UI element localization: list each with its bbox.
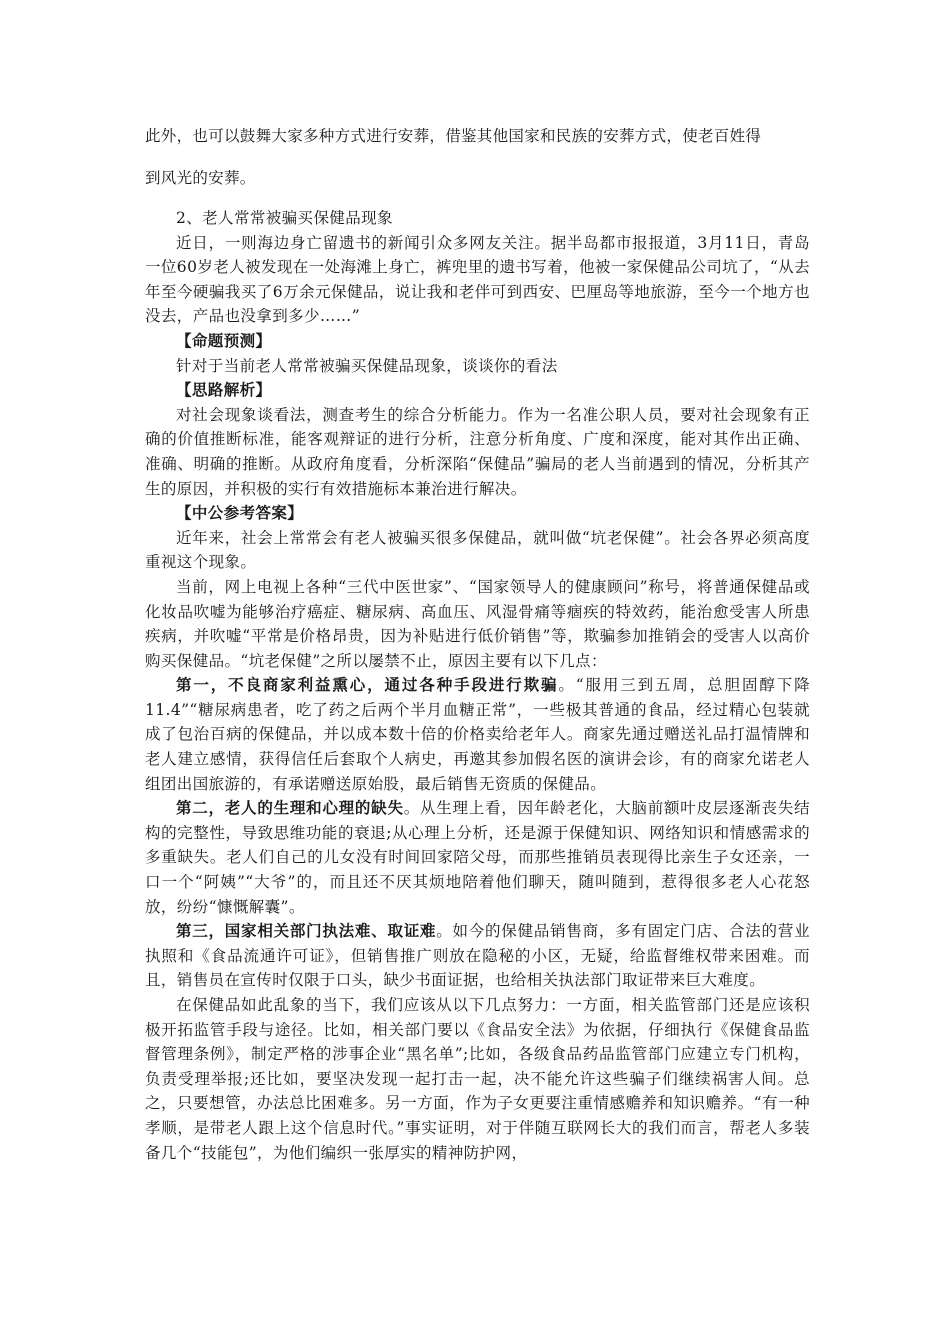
heading-answer: 【中公参考答案】 bbox=[176, 503, 304, 523]
point-1-lead: 第一，不良商家利益熏心，通过各种手段进行欺骗 bbox=[176, 675, 559, 695]
heading-prediction: 【命题预测】 bbox=[176, 330, 272, 350]
answer-paragraph-2: 当前，网上电视上各种“三代中医世家”、“国家领导人的健康顾问”称号，将普通保健品或化妆品吹嘘为能够治疗癌症、糖尿病、高血压、风湿骨痛等痼疾的特效药，能治愈受害人所患疾病，并吹嘘“平常是价格昂贵，因为补贴进行低价销售”等，欺骗参加推销会的受害人以高价购买保健品。“坑老保健”之所以屡禁不止，原因主要有以下几点： bbox=[145, 577, 810, 670]
point-3-text: 。如今的保健品销售商，多有固定门店、合法的营业执照和《食品流通许可证》，但销售推广则放在隐秘的小区，无疑，给监督维权带来困难。而且，销售员在宣传时仅限于口头，缺少书面证据，也给相关执法部门取证带来巨大难度。 bbox=[145, 922, 810, 990]
heading-analysis: 【思路解析】 bbox=[176, 380, 272, 400]
section-title: 2、老人常常被骗买保健品现象 bbox=[176, 209, 393, 227]
point-2-text: 。从生理上看，因年龄老化，大脑前额叶皮层逐渐丧失结构的完整性，导致思维功能的衰退;从心理上分析，还是源于保健知识、网络知识和情感需求的多重缺失。老人们自己的儿女没有时间回家陪父母，而那些推销员表现得比亲生子女还亲，一口一个“阿姨”“大爷”的，而且还不厌其烦地陪着他们聊天，随叫随到，惹得很多老人心花怒放，纷纷“慷慨解囊”。 bbox=[145, 799, 810, 916]
analysis-paragraph: 对社会现象谈看法，测查考生的综合分析能力。作为一名准公职人员，要对社会现象有正确的价值推断标准，能客观辩证的进行分析，注意分析角度、广度和深度，能对其作出正确、准确、明确的推断。从政府角度看，分析深陷“保健品”骗局的老人当前遇到的情况，分析其产生的原因，并积极的实行有效措施标本兼治进行解决。 bbox=[145, 405, 810, 498]
intro-line-1: 此外，也可以鼓舞大家多种方式进行安葬，借鉴其他国家和民族的安葬方式，使老百姓得 bbox=[145, 127, 762, 145]
news-paragraph: 近日，一则海边身亡留遗书的新闻引众多网友关注。据半岛都市报报道，3月11日，青岛一位60岁老人被发现在一处海滩上身亡，裤兜里的遗书写着，他被一家保健品公司坑了，“从去年至今硬骗我买了6万余元保健品，说让我和老伴可到西安、巴厘岛等地旅游，至今一个地方也没去，产品也没拿到多少……” bbox=[145, 233, 810, 326]
point-1-text: 。“服用三到五周，总胆固醇下降11.4”“糖尿病患者，吃了药之后两个半月血糖正常”，一些极其普通的食品，经过精心包装就成了包治百病的保健品，并以成本数十倍的价格卖给老年人。商家先通过赠送礼品打温情牌和老人建立感情，获得信任后套取个人病史，再邀其参加假名医的演讲会诊，有的商家允诺老人组团出国旅游的，有承诺赠送原始股，最后销售无资质的保健品。 bbox=[145, 676, 810, 793]
solution-paragraph: 在保健品如此乱象的当下，我们应该从以下几点努力：一方面，相关监管部门还是应该积极开拓监管手段与途径。比如，相关部门要以《食品安全法》为依据，仔细执行《保健食品监督管理条例》，制定严格的涉事企业“黑名单”;比如，各级食品药品监管部门应建立专门机构，负责受理举报;还比如，要坚决发现一起打击一起，决不能允许这些骗子们继续祸害人间。总之，只要想管，办法总比困难多。另一方面，作为子女更要注重情感赡养和知识赡养。“有一种孝顺，是带老人跟上这个信息时代。”事实证明，对于伴随互联网长大的我们而言，帮老人多装备几个“技能包”，为他们编织一张厚实的精神防护网， bbox=[145, 996, 810, 1162]
point-3-paragraph bbox=[145, 919, 810, 993]
point-3-lead: 第三，国家相关部门执法难、取证难 bbox=[176, 921, 437, 941]
point-1-paragraph bbox=[145, 673, 810, 796]
answer-paragraph-1: 近年来，社会上常常会有老人被骗买很多保健品，就叫做“坑老保健”。社会各界必须高度重视这个现象。 bbox=[145, 528, 810, 572]
point-2-paragraph bbox=[145, 796, 810, 919]
intro-line-2: 到风光的安葬。 bbox=[145, 169, 256, 187]
prediction-paragraph: 针对于当前老人常常被骗买保健品现象，谈谈你的看法 bbox=[176, 356, 558, 375]
point-2-lead: 第二，老人的生理和心理的缺失 bbox=[176, 798, 404, 818]
article-body bbox=[145, 206, 810, 1165]
